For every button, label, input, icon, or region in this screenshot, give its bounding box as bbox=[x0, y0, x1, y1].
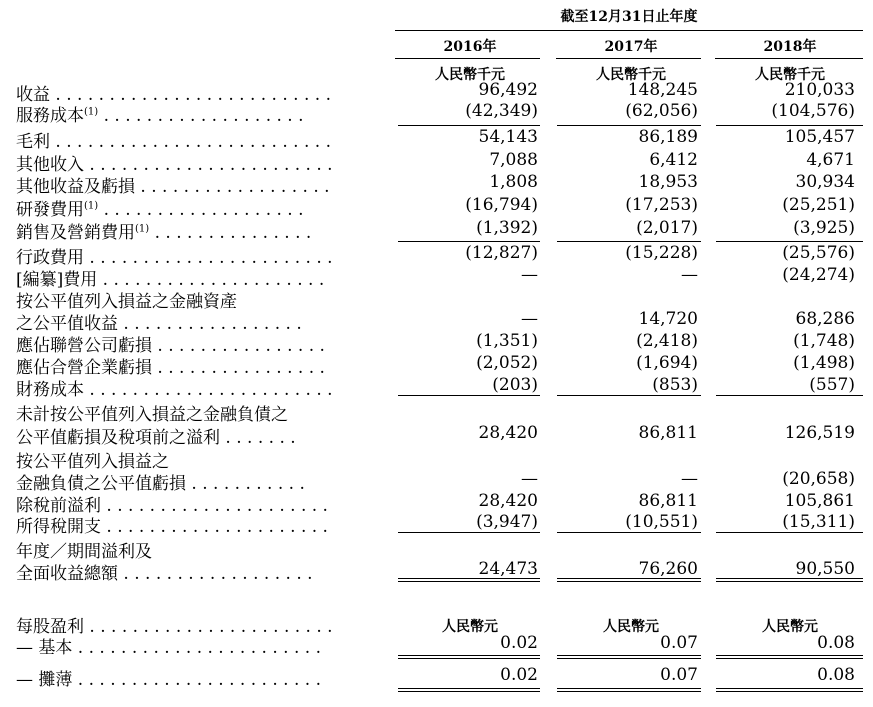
year-rule-2016 bbox=[395, 58, 540, 59]
row-value-col2: (10,551) bbox=[625, 512, 698, 532]
row-value-col2: 86,811 bbox=[638, 423, 698, 443]
row-value-col2: (2,017) bbox=[636, 218, 698, 238]
row-label: 應佔合營企業虧損 . . . . . . . . . . . . . . . . bbox=[16, 358, 325, 378]
rule-fin-cost-2 bbox=[557, 395, 701, 396]
total-double-rule-e bbox=[716, 578, 863, 579]
row-value-col3: (3,925) bbox=[793, 218, 855, 238]
year-2017-header: 2017年 bbox=[604, 39, 658, 55]
row-value-col2: 14,720 bbox=[638, 309, 698, 329]
row-label: 除稅前溢利 . . . . . . . . . . . . . . . . . . . . . bbox=[16, 496, 328, 516]
total-double-rule-c bbox=[557, 578, 701, 579]
row-label: 其他收入 . . . . . . . . . . . . . . . . . . . . . . . bbox=[16, 155, 333, 175]
row-value-col2: 148,245 bbox=[627, 80, 698, 100]
row-value-col3: (20,658) bbox=[782, 469, 855, 489]
eps-diluted-2017: 0.07 bbox=[660, 665, 698, 685]
row-label: 公平值虧損及稅項前之溢利 . . . . . . . bbox=[16, 428, 296, 448]
row-value-col3: 4,671 bbox=[806, 150, 855, 170]
row-value-col2: 86,189 bbox=[638, 127, 698, 147]
row-label: 全面收益總額 . . . . . . . . . . . . . . . . . . bbox=[16, 564, 313, 584]
leader-dots: . . . . . . . . . . . . . . . . . . . bbox=[98, 106, 304, 126]
rule-fin-cost-3 bbox=[716, 395, 863, 396]
rule-sellexp bbox=[398, 241, 540, 242]
total-double-rule-d bbox=[557, 581, 701, 582]
eps-basic-2018: 0.08 bbox=[817, 633, 855, 653]
eps-rule-c bbox=[557, 655, 701, 656]
eps-end-rule-b bbox=[398, 691, 540, 692]
row-value-col2: (1,694) bbox=[636, 353, 698, 373]
eps-diluted-2018: 0.08 bbox=[817, 665, 855, 685]
row-label bbox=[16, 218, 311, 243]
total-double-rule-a bbox=[398, 578, 540, 579]
row-value-col2: — bbox=[681, 265, 698, 285]
row-value-col1: (1,351) bbox=[476, 331, 538, 351]
row-label: 年度／期間溢利及 bbox=[16, 542, 152, 562]
row-value-col3: (1,748) bbox=[793, 331, 855, 351]
eps-rule-b bbox=[398, 658, 540, 659]
row-value-col1: 54,143 bbox=[478, 127, 538, 147]
row-label: 未計按公平值列入損益之金融負債之 bbox=[16, 405, 288, 425]
eps-rule-a bbox=[398, 655, 540, 656]
row-value-col3: (557) bbox=[809, 375, 855, 395]
row-value-col2: 86,811 bbox=[638, 491, 698, 511]
year-rule-2017 bbox=[556, 58, 701, 59]
row-value-col1: 28,420 bbox=[478, 491, 538, 511]
eps-end-rule-c bbox=[557, 688, 701, 689]
row-value-col1: (3,947) bbox=[476, 512, 538, 532]
rule-cost-3 bbox=[716, 125, 863, 126]
row-value-col2: 76,260 bbox=[638, 559, 698, 579]
row-value-col1: (16,794) bbox=[465, 195, 538, 215]
header-rule bbox=[395, 30, 863, 31]
row-label: 按公平值列入損益之金融資產 bbox=[16, 292, 237, 312]
eps-end-rule-e bbox=[716, 688, 863, 689]
row-value-col1: (12,827) bbox=[465, 243, 538, 263]
row-value-col3: (1,498) bbox=[793, 353, 855, 373]
rule-cost bbox=[398, 125, 540, 126]
eps-unit-2017: 人民幣元 bbox=[603, 619, 659, 635]
row-value-col3: 90,550 bbox=[795, 559, 855, 579]
row-value-col1: (2,052) bbox=[476, 353, 538, 373]
unit-2017: 人民幣千元 bbox=[596, 67, 666, 83]
row-value-col1: — bbox=[521, 309, 538, 329]
footnote-ref: (1) bbox=[84, 200, 99, 212]
row-value-col1: (42,349) bbox=[465, 101, 538, 121]
eps-basic-2016: 0.02 bbox=[500, 633, 538, 653]
total-double-rule-b bbox=[398, 581, 540, 582]
rule-sellexp-2 bbox=[557, 241, 701, 242]
rule-cost-2 bbox=[557, 125, 701, 126]
row-value-col2: (853) bbox=[652, 375, 698, 395]
row-label-text: 研發費用 bbox=[16, 200, 84, 220]
row-value-col1: 24,473 bbox=[478, 559, 538, 579]
row-value-col3: (25,251) bbox=[782, 195, 855, 215]
row-label: 應佔聯營公司虧損 . . . . . . . . . . . . . . . . bbox=[16, 336, 325, 356]
row-value-col2: (2,418) bbox=[636, 331, 698, 351]
row-value-col2: (15,228) bbox=[625, 243, 698, 263]
footnote-ref: (1) bbox=[84, 106, 99, 118]
period-header: 截至12月31日止年度 bbox=[560, 9, 698, 25]
eps-label: 每股盈利 . . . . . . . . . . . . . . . . . . . . . . . bbox=[16, 617, 333, 637]
row-label-text: 服務成本 bbox=[16, 106, 84, 126]
row-label: 所得稅開支 . . . . . . . . . . . . . . . . . . . . . bbox=[16, 517, 328, 537]
row-value-col3: 210,033 bbox=[784, 80, 855, 100]
eps-diluted-2016: 0.02 bbox=[500, 665, 538, 685]
unit-2016: 人民幣千元 bbox=[435, 67, 505, 83]
row-value-col3: (24,274) bbox=[782, 265, 855, 285]
row-label: 之公平值收益 . . . . . . . . . . . . . . . . . bbox=[16, 314, 302, 334]
eps-rule-e bbox=[716, 655, 863, 656]
row-value-col2: (62,056) bbox=[625, 101, 698, 121]
row-value-col1: — bbox=[521, 265, 538, 285]
eps-diluted-label: — 攤薄 . . . . . . . . . . . . . . . . . . . . . . . bbox=[16, 670, 321, 690]
year-2018-header: 2018年 bbox=[763, 39, 817, 55]
year-rule-2018 bbox=[715, 58, 863, 59]
eps-rule-f bbox=[716, 658, 863, 659]
row-value-col1: (1,392) bbox=[476, 218, 538, 238]
rule-tax-3 bbox=[716, 532, 863, 533]
footnote-ref: (1) bbox=[135, 223, 150, 235]
row-value-col3: 126,519 bbox=[784, 423, 855, 443]
row-value-col3: (104,576) bbox=[771, 101, 855, 121]
row-value-col1: 1,808 bbox=[489, 172, 538, 192]
row-value-col1: 7,088 bbox=[489, 150, 538, 170]
row-label: [編纂]費用 . . . . . . . . . . . . . . . . . . . . . bbox=[16, 270, 325, 290]
row-label: 金融負債之公平值虧損 . . . . . . . . . . . bbox=[16, 474, 305, 494]
row-value-col1: 96,492 bbox=[478, 80, 538, 100]
unit-2018: 人民幣千元 bbox=[755, 67, 825, 83]
row-label bbox=[16, 101, 304, 126]
row-label bbox=[16, 195, 304, 220]
leader-dots: . . . . . . . . . . . . . . . bbox=[149, 223, 312, 243]
leader-dots: . . . . . . . . . . . . . . . . . . . bbox=[98, 200, 304, 220]
row-label: 收益 . . . . . . . . . . . . . . . . . . . . . . . . . . bbox=[16, 85, 331, 105]
rule-tax-2 bbox=[557, 532, 701, 533]
eps-unit-2016: 人民幣元 bbox=[442, 619, 498, 635]
row-label: 財務成本 . . . . . . . . . . . . . . . . . . . . . . . bbox=[16, 380, 333, 400]
row-label: 按公平值列入損益之 bbox=[16, 452, 169, 472]
row-value-col1: 28,420 bbox=[478, 423, 538, 443]
row-value-col2: 18,953 bbox=[638, 172, 698, 192]
eps-basic-2017: 0.07 bbox=[660, 633, 698, 653]
total-double-rule-f bbox=[716, 581, 863, 582]
eps-basic-label: — 基本 . . . . . . . . . . . . . . . . . . . . . . . bbox=[16, 638, 321, 658]
row-label: 其他收益及虧損 . . . . . . . . . . . . . . . . . . bbox=[16, 177, 330, 197]
row-value-col2: — bbox=[681, 469, 698, 489]
row-value-col3: 68,286 bbox=[795, 309, 855, 329]
row-value-col1: (203) bbox=[492, 375, 538, 395]
eps-rule-d bbox=[557, 658, 701, 659]
row-value-col3: 105,457 bbox=[784, 127, 855, 147]
row-label: 毛利 . . . . . . . . . . . . . . . . . . . . . . . . . . bbox=[16, 132, 331, 152]
rule-sellexp-3 bbox=[716, 241, 863, 242]
eps-unit-2018: 人民幣元 bbox=[762, 619, 818, 635]
eps-end-rule-a bbox=[398, 688, 540, 689]
row-label-text: 銷售及營銷費用 bbox=[16, 223, 135, 243]
eps-end-rule-d bbox=[557, 691, 701, 692]
row-value-col3: 30,934 bbox=[795, 172, 855, 192]
row-value-col1: — bbox=[521, 469, 538, 489]
row-value-col3: 105,861 bbox=[784, 491, 855, 511]
rule-tax bbox=[398, 532, 540, 533]
row-label: 行政費用 . . . . . . . . . . . . . . . . . . . . . . . bbox=[16, 248, 333, 268]
row-value-col3: (15,311) bbox=[782, 512, 855, 532]
row-value-col2: (17,253) bbox=[625, 195, 698, 215]
rule-fin-cost bbox=[398, 395, 540, 396]
row-value-col2: 6,412 bbox=[649, 150, 698, 170]
year-2016-header: 2016年 bbox=[443, 39, 497, 55]
row-value-col3: (25,576) bbox=[782, 243, 855, 263]
eps-end-rule-f bbox=[716, 691, 863, 692]
